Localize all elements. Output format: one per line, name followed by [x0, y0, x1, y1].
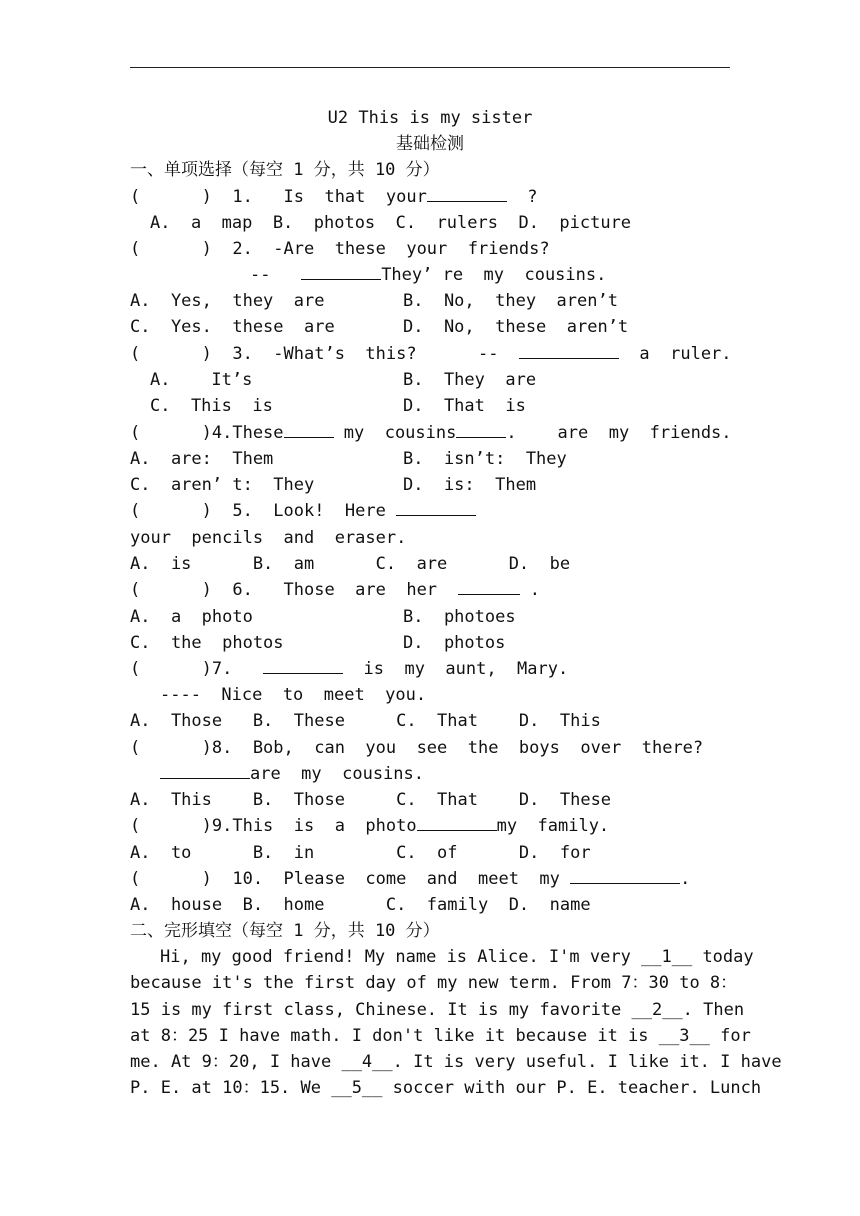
question-4-option-d: D. is: Them	[403, 475, 537, 495]
question-6-option-b: B. photoes	[403, 607, 516, 627]
question-4-option-b: B. isn’t: They	[403, 449, 567, 469]
blank	[396, 498, 476, 516]
question-7: ( )7. is my aunt, Mary.	[130, 656, 770, 682]
question-9-options: A. to B. in C. of D. for	[130, 843, 591, 863]
question-5: ( ) 5. Look! Here	[130, 498, 770, 524]
question-8: ( )8. Bob, can you see the boys over there?	[130, 738, 704, 758]
question-8-continued: are my cousins.	[160, 761, 760, 787]
passage-line-5: me. At 9：20, I have __4__. It is very useful. I like it. I have	[130, 1052, 782, 1072]
question-2: ( ) 2. -Are these your friends?	[130, 239, 550, 259]
page-subtitle: 基础检测	[396, 134, 464, 154]
question-3-option-d: D. That is	[403, 396, 526, 416]
question-3: ( ) 3. -What’s this? -- a ruler.	[130, 341, 770, 367]
question-2-option-d: D. No, these aren’t	[403, 317, 629, 337]
question-5-continued: your pencils and eraser.	[130, 528, 407, 548]
header-rule	[130, 67, 730, 68]
blank	[160, 761, 250, 779]
question-4-option-c: C. aren’ t: They	[130, 475, 315, 495]
question-6-option-a: A. a photo	[130, 607, 253, 627]
blank	[519, 341, 619, 359]
blank	[263, 656, 343, 674]
question-2-option-a: A. Yes, they are	[130, 291, 325, 311]
passage-line-3: 15 is my first class, Chinese. It is my favorite __2__. Then	[130, 1000, 745, 1020]
passage-line-1: Hi, my good friend! My name is Alice. I'm very __1__ today	[160, 947, 754, 967]
question-3-option-b: B. They are	[403, 370, 537, 390]
section2-heading: 二、完形填空（每空 1 分，共 10 分）	[130, 921, 440, 941]
question-6-option-d: D. photos	[403, 633, 506, 653]
blank	[458, 577, 520, 595]
question-7-options: A. Those B. These C. That D. This	[130, 711, 601, 731]
section1-heading: 一、单项选择（每空 1 分，共 10 分）	[130, 160, 440, 180]
blank	[301, 262, 381, 280]
passage-line-4: at 8：25 I have math. I don't like it because it is __3__ for	[130, 1026, 751, 1046]
question-8-options: A. This B. Those C. That D. These	[130, 790, 612, 810]
blank	[284, 420, 334, 438]
page-title: U2 This is my sister	[327, 108, 533, 128]
question-6: ( ) 6. Those are her .	[130, 577, 770, 603]
question-4: ( )4.These my cousins . are my friends.	[130, 420, 770, 446]
question-7-continued: ---- Nice to meet you.	[160, 685, 427, 705]
question-10: ( ) 10. Please come and meet my .	[130, 866, 770, 892]
passage-line-2: because it's the first day of my new term. From 7：30 to 8：	[130, 973, 738, 993]
blank	[570, 866, 680, 884]
question-2-option-c: C. Yes. these are	[130, 317, 335, 337]
question-1-options: A. a map B. photos C. rulers D. picture	[150, 213, 632, 233]
question-2-option-b: B. No, they aren’t	[403, 291, 618, 311]
question-2-answer: -- They’ re my cousins.	[250, 262, 730, 288]
question-10-options: A. house B. home C. family D. name	[130, 895, 591, 915]
question-6-option-c: C. the photos	[130, 633, 284, 653]
blank	[456, 420, 506, 438]
blank	[427, 184, 507, 202]
question-9: ( )9.This is a photo my family.	[130, 813, 770, 839]
question-4-option-a: A. are: Them	[130, 449, 274, 469]
question-3-option-a: A. It’s	[150, 370, 253, 390]
passage-line-6: P. E. at 10：15. We __5__ soccer with our P. E. teacher. Lunch	[130, 1078, 762, 1098]
question-1: ( ) 1. Is that your ?	[130, 184, 770, 210]
blank	[417, 813, 497, 831]
question-3-option-c: C. This is	[150, 396, 273, 416]
question-5-options: A. is B. am C. are D. be	[130, 554, 571, 574]
